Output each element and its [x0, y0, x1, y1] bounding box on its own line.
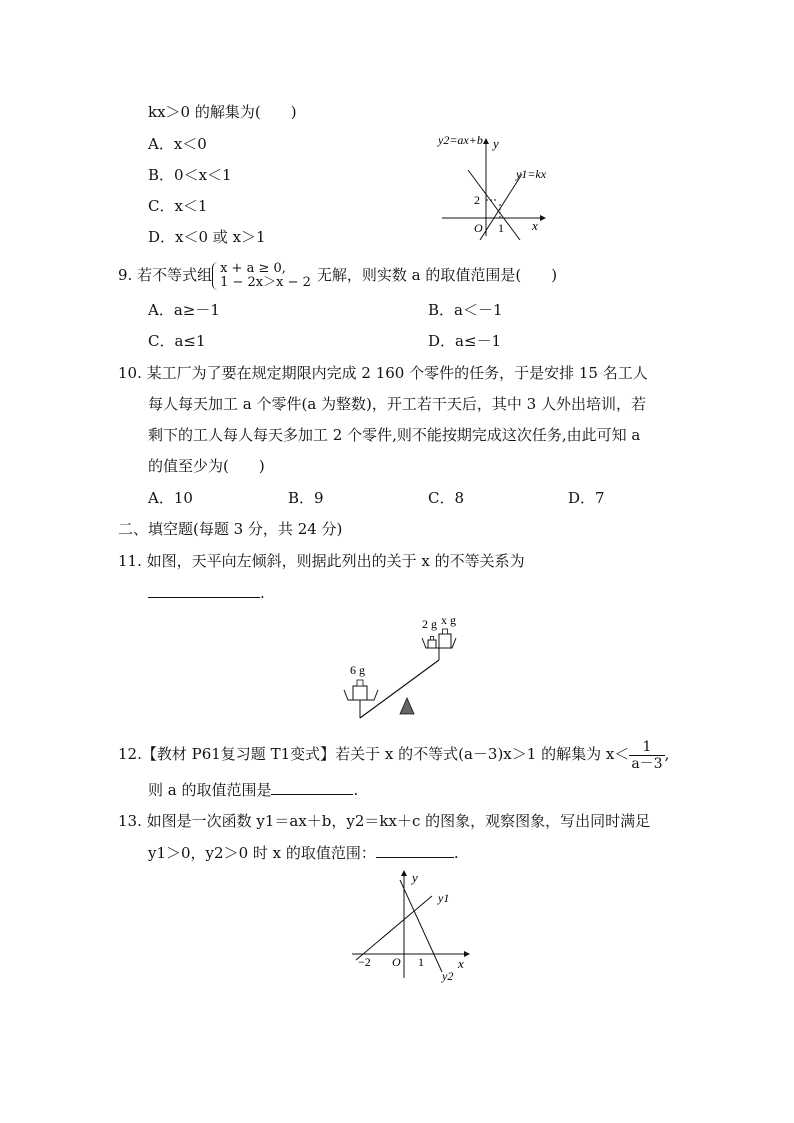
q13-y-arrow: [401, 870, 407, 876]
q12-post: ,: [664, 745, 670, 763]
q12-answer-blank[interactable]: [271, 779, 353, 795]
q9-option-c: C．a≤1: [148, 332, 206, 350]
q10-line4: 的值至少为( ): [148, 457, 265, 475]
q13-label-x: x: [458, 956, 464, 971]
q12-line2: [148, 779, 358, 800]
q8-option-c: C．x＜1: [148, 197, 208, 215]
q13-label-o: O: [392, 955, 401, 969]
q13-end: .: [453, 844, 459, 862]
q11-left-weight: [353, 686, 367, 700]
q8-option-b: B．0＜x＜1: [148, 166, 232, 184]
q8-stem-tail: kx＞0 的解集为( ): [148, 103, 297, 121]
q8-label-y: y: [493, 136, 499, 151]
q11-left-weight-knob: [357, 680, 363, 686]
q8-x-arrow: [540, 215, 546, 221]
q9-stem-pre: 9. 若不等式组: [118, 266, 213, 284]
q8-label-two: 2: [474, 193, 480, 207]
q12-line1: [118, 734, 669, 774]
q11-answer-line: [148, 582, 265, 603]
q10-option-b: B．9: [288, 489, 324, 507]
q11-right-weight-large: [439, 634, 451, 648]
q10-line1: 10. 某工厂为了要在规定期限内完成 2 160 个零件的任务，于是安排 15 名工人: [118, 364, 648, 382]
q9-option-a: A．a≥－1: [148, 301, 220, 319]
q8-label-x: x: [532, 218, 538, 233]
q12-frac-den: a－3: [631, 755, 663, 772]
q12-fraction: [629, 739, 664, 772]
q8-option-a: A．x＜0: [148, 135, 207, 153]
q11-answer-blank[interactable]: [148, 582, 260, 598]
q11-beam: [360, 660, 439, 718]
q13-label-y: y: [412, 870, 418, 885]
q8-label-y1: y1=kx: [516, 167, 547, 181]
q8-label-one: 1: [498, 221, 504, 235]
q11-end: .: [260, 584, 265, 602]
q9-stem: [118, 259, 557, 291]
q11-balance-figure: [336, 612, 476, 724]
q9-option-d: D．a≤－1: [428, 332, 502, 350]
q8-label-o: O: [474, 221, 483, 235]
q9-option-b: B．a＜－1: [428, 301, 503, 319]
q12-pre: 12.【教材 P61复习题 T1变式】若关于 x 的不等式(a－3)x＞1 的解集为 x＜: [118, 745, 630, 763]
q11-line1: 11. 如图，天平向左倾斜，则据此列出的关于 x 的不等关系为: [118, 552, 525, 570]
q11-right-weight-large-knob: [443, 629, 448, 634]
q11-label-left: 6 g: [350, 663, 365, 677]
section-heading: 二、填空题(每题 3 分，共 24 分): [118, 520, 343, 538]
q13-line-y1: [356, 896, 432, 960]
q8-option-d: D．x＜0 或 x＞1: [148, 228, 266, 246]
q9-system: [212, 262, 317, 290]
q13-line2-text: y1＞0，y2＞0 时 x 的取值范围：: [148, 844, 376, 862]
q13-label-y1: y1: [438, 891, 450, 905]
q8-label-y2: y2=ax+b: [438, 133, 483, 147]
q13-graph: [346, 866, 476, 988]
q9-stem-post: 无解，则实数 a 的取值范围是( ): [316, 266, 558, 284]
q10-line2: 每人每天加工 a 个零件(a 为整数)，开工若干天后，其中 3 人外出培训，若: [148, 395, 646, 413]
q11-label-right-a: 2 g: [422, 617, 437, 631]
q10-option-a: A．10: [148, 489, 193, 507]
q13-line1: 13. 如图是一次函数 y1＝ax＋b，y2＝kx＋c 的图象，观察图象，写出同时满足: [118, 812, 651, 830]
q13-answer-blank[interactable]: [376, 842, 454, 858]
q11-fulcrum: [400, 698, 414, 714]
q12-frac-num: 1: [629, 739, 664, 756]
q8-graph: [430, 128, 560, 240]
q11-label-right-b: x g: [441, 613, 456, 627]
q13-label-one: 1: [418, 955, 424, 969]
q10-option-d: D．7: [568, 489, 605, 507]
q13-line2: [148, 842, 459, 863]
q10-line3: 剩下的工人每人每天多加工 2 个零件,则不能按期完成这次任务,由此可知 a: [148, 426, 641, 444]
q9-system-line2: 1 − 2x＞x − 2: [220, 275, 311, 290]
q9-system-line1: x + a ≥ 0,: [220, 261, 286, 276]
q12-end: .: [353, 781, 359, 799]
q13-label-neg2: −2: [358, 955, 371, 969]
q12-line2-text: 则 a 的取值范围是: [148, 781, 272, 799]
q10-option-c: C．8: [428, 489, 465, 507]
q13-x-arrow: [464, 951, 470, 957]
q11-right-weight-small-knob: [431, 637, 434, 641]
q13-label-y2: y2: [442, 969, 454, 983]
q11-right-weight-small: [428, 640, 436, 648]
q8-y-arrow: [483, 138, 489, 144]
